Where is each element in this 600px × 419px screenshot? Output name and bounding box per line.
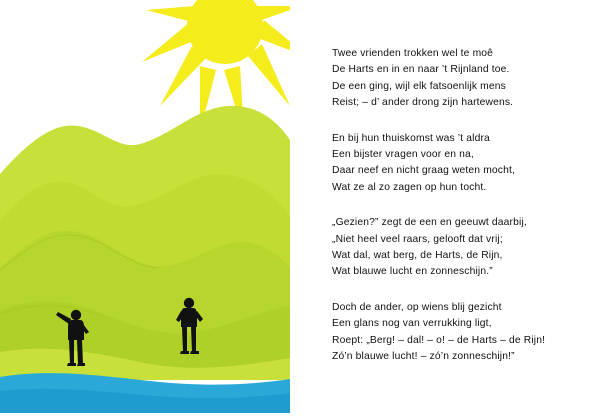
figure-pointing-left [56,308,96,366]
poem-line: Wat blauwe lucht en zonneschijn.” [332,266,493,278]
stanza-1 [332,46,576,112]
stanza-4 [332,300,576,366]
poem-line: „Niet heel veel raars, gelooft dat vrij; [332,233,503,245]
poem-line: Wat ze al zo zagen op hun tocht. [332,181,487,193]
poem-line: De een ging, wijl elk fatsoenlijk mens [332,80,506,92]
green-hills [0,100,290,380]
stanza-3 [332,215,576,281]
poem-line: Reist; – d’ ander drong zijn hartewens. [332,97,514,109]
poem-line: En bij hun thuiskomst was ’t aldra [332,132,490,144]
poem-line: Daar neef en nicht graag weten mocht, [332,165,515,177]
blue-water [0,367,290,413]
illustration-panel [0,0,290,419]
poem-line: De Harts en in en naar ’t Rijnland toe. [332,64,510,76]
poem-line: Wat dal, wat berg, de Harts, de Rijn, [332,250,503,262]
poem-line: Roept: „Berg! – dal! – o! – de Harts – de Rijn! [332,334,546,346]
stanza-2 [332,131,576,197]
poem-line: Doch de ander, op wiens blij gezicht [332,301,502,313]
poem-line: Een bijster vragen voor en na, [332,149,474,161]
figure-standing-right [172,296,206,354]
poem-line: „Gezien?” zegt de een en geeuwt daarbij, [332,217,527,229]
poem-line: Een glans nog van verrukking ligt, [332,318,492,330]
poem-line: Twee vrienden trokken wel te moê [332,48,494,59]
poem-line: Zó’n blauwe lucht! – zó’n zonneschijn!” [332,351,515,363]
poem-panel [290,0,600,419]
